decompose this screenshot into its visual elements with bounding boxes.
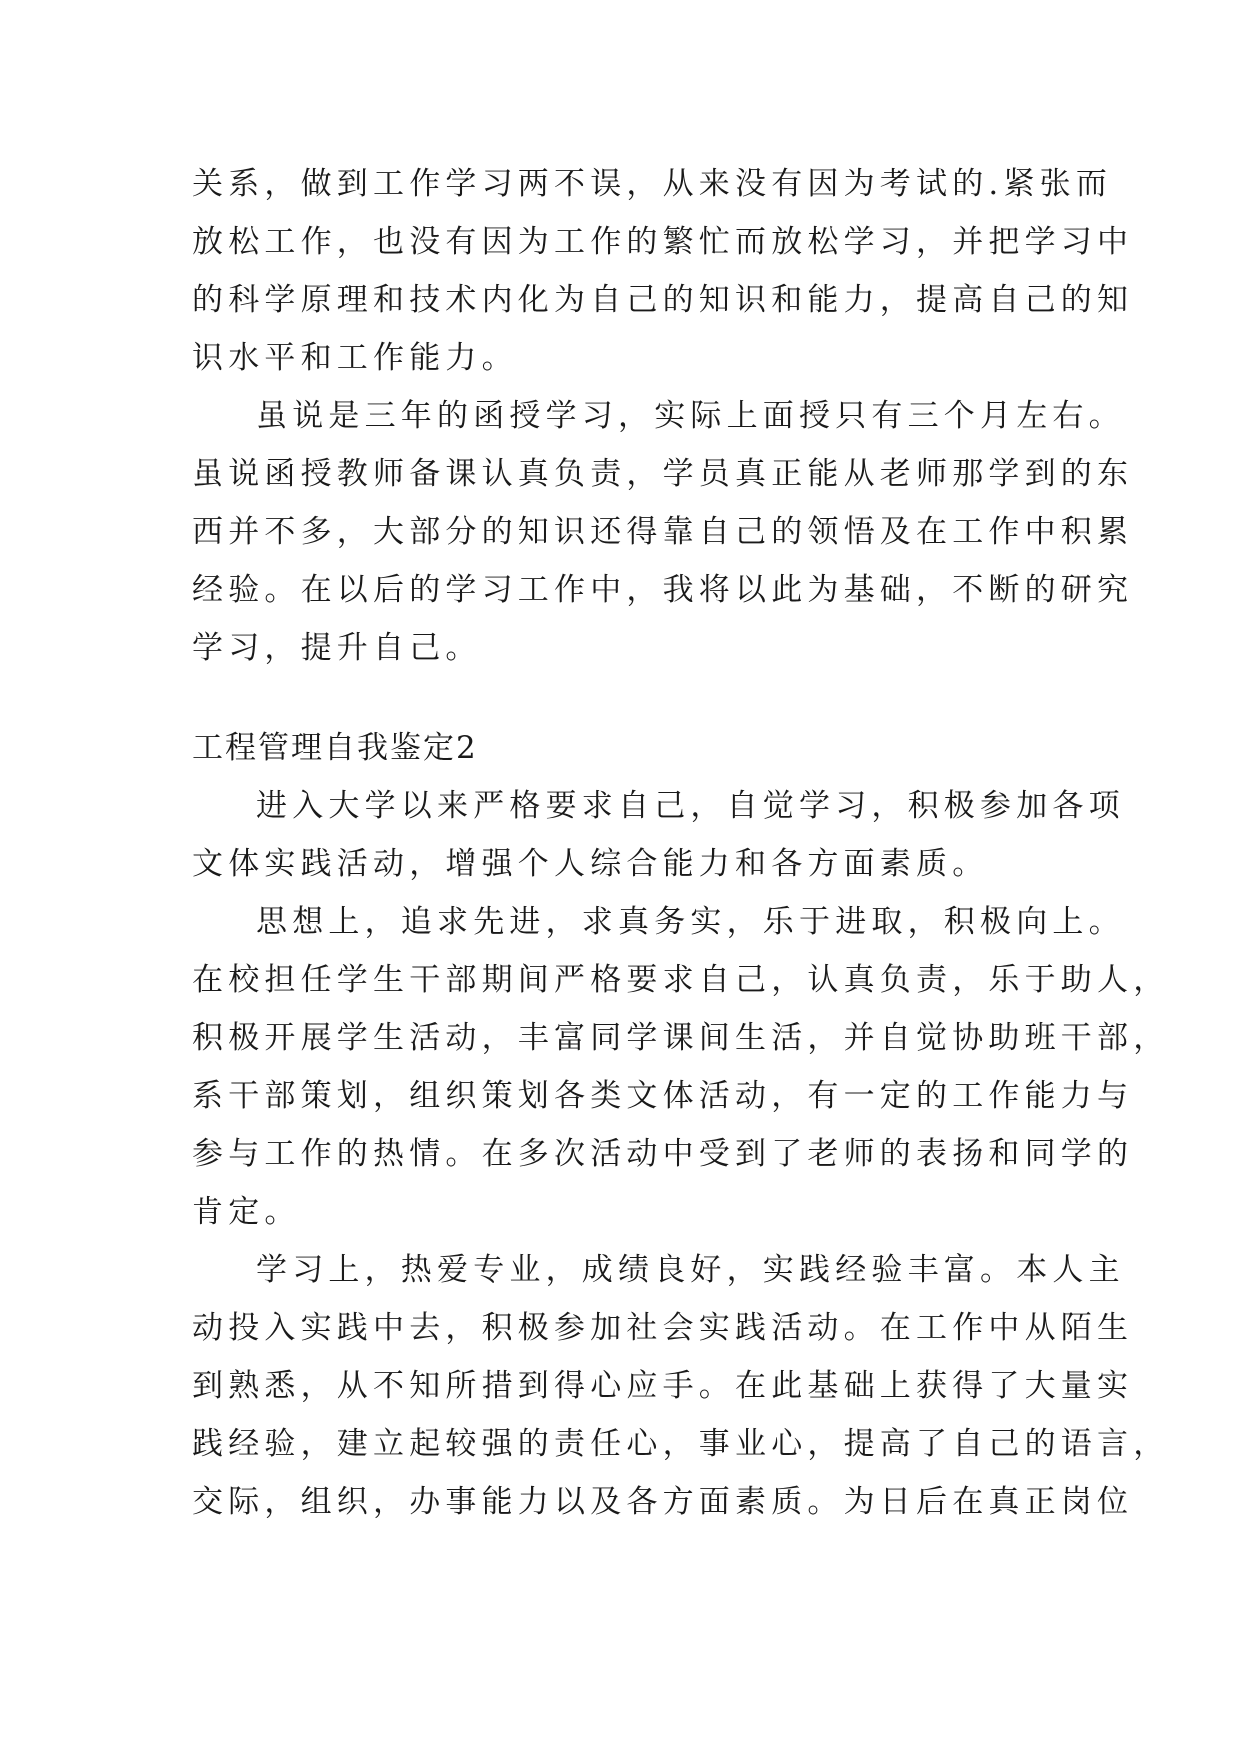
text-line: 动投入实践中去，积极参加社会实践活动。在工作中从陌生 bbox=[192, 1310, 1134, 1346]
text-line: 学习，提升自己。 bbox=[192, 630, 482, 666]
text-line: 系干部策划，组织策划各类文体活动，有一定的工作能力与 bbox=[192, 1078, 1134, 1114]
section-spacer bbox=[192, 677, 1052, 719]
paragraph-4 bbox=[192, 893, 1170, 1241]
text-line: 文体实践活动，增强个人综合能力和各方面素质。 bbox=[192, 846, 989, 882]
paragraph-3 bbox=[192, 777, 1125, 893]
text-line: 到熟悉，从不知所措到得心应手。在此基础上获得了大量实 bbox=[192, 1368, 1134, 1404]
text-line: 在校担任学生干部期间严格要求自己，认真负责，乐于助人， bbox=[192, 962, 1170, 998]
text-line: 思想上，追求先进，求真务实，乐于进取，积极向上。 bbox=[256, 904, 1125, 940]
paragraph-2 bbox=[192, 387, 1134, 677]
text-line: 交际，组织，办事能力以及各方面素质。为日后在真正岗位 bbox=[192, 1484, 1134, 1520]
text-line: 放松工作，也没有因为工作的繁忙而放松学习，并把学习中 bbox=[192, 224, 1134, 260]
text-line: 进入大学以来严格要求自己，自觉学习，积极参加各项 bbox=[256, 788, 1125, 824]
text-line: 的科学原理和技术内化为自己的知识和能力，提高自己的知 bbox=[192, 282, 1134, 318]
text-line: 践经验，建立起较强的责任心，事业心，提高了自己的语言， bbox=[192, 1426, 1170, 1462]
document-body bbox=[192, 155, 1170, 1531]
paragraph-5 bbox=[192, 1241, 1170, 1531]
section-heading: 工程管理自我鉴定2 bbox=[192, 730, 478, 766]
text-line: 肯定。 bbox=[192, 1194, 301, 1230]
text-line: 学习上，热爱专业，成绩良好，实践经验丰富。本人主 bbox=[256, 1252, 1125, 1288]
text-line: 积极开展学生活动，丰富同学课间生活，并自觉协助班干部， bbox=[192, 1020, 1170, 1056]
text-line: 经验。在以后的学习工作中，我将以此为基础，不断的研究 bbox=[192, 572, 1134, 608]
text-line: 识水平和工作能力。 bbox=[192, 340, 518, 376]
paragraph-1 bbox=[192, 155, 1134, 387]
text-line: 虽说是三年的函授学习，实际上面授只有三个月左右。 bbox=[256, 398, 1125, 434]
text-line: 虽说函授教师备课认真负责，学员真正能从老师那学到的东 bbox=[192, 456, 1134, 492]
text-line: 参与工作的热情。在多次活动中受到了老师的表扬和同学的 bbox=[192, 1136, 1134, 1172]
text-line: 关系，做到工作学习两不误，从来没有因为考试的.紧张而 bbox=[192, 166, 1113, 202]
text-line: 西并不多，大部分的知识还得靠自己的领悟及在工作中积累 bbox=[192, 514, 1134, 550]
